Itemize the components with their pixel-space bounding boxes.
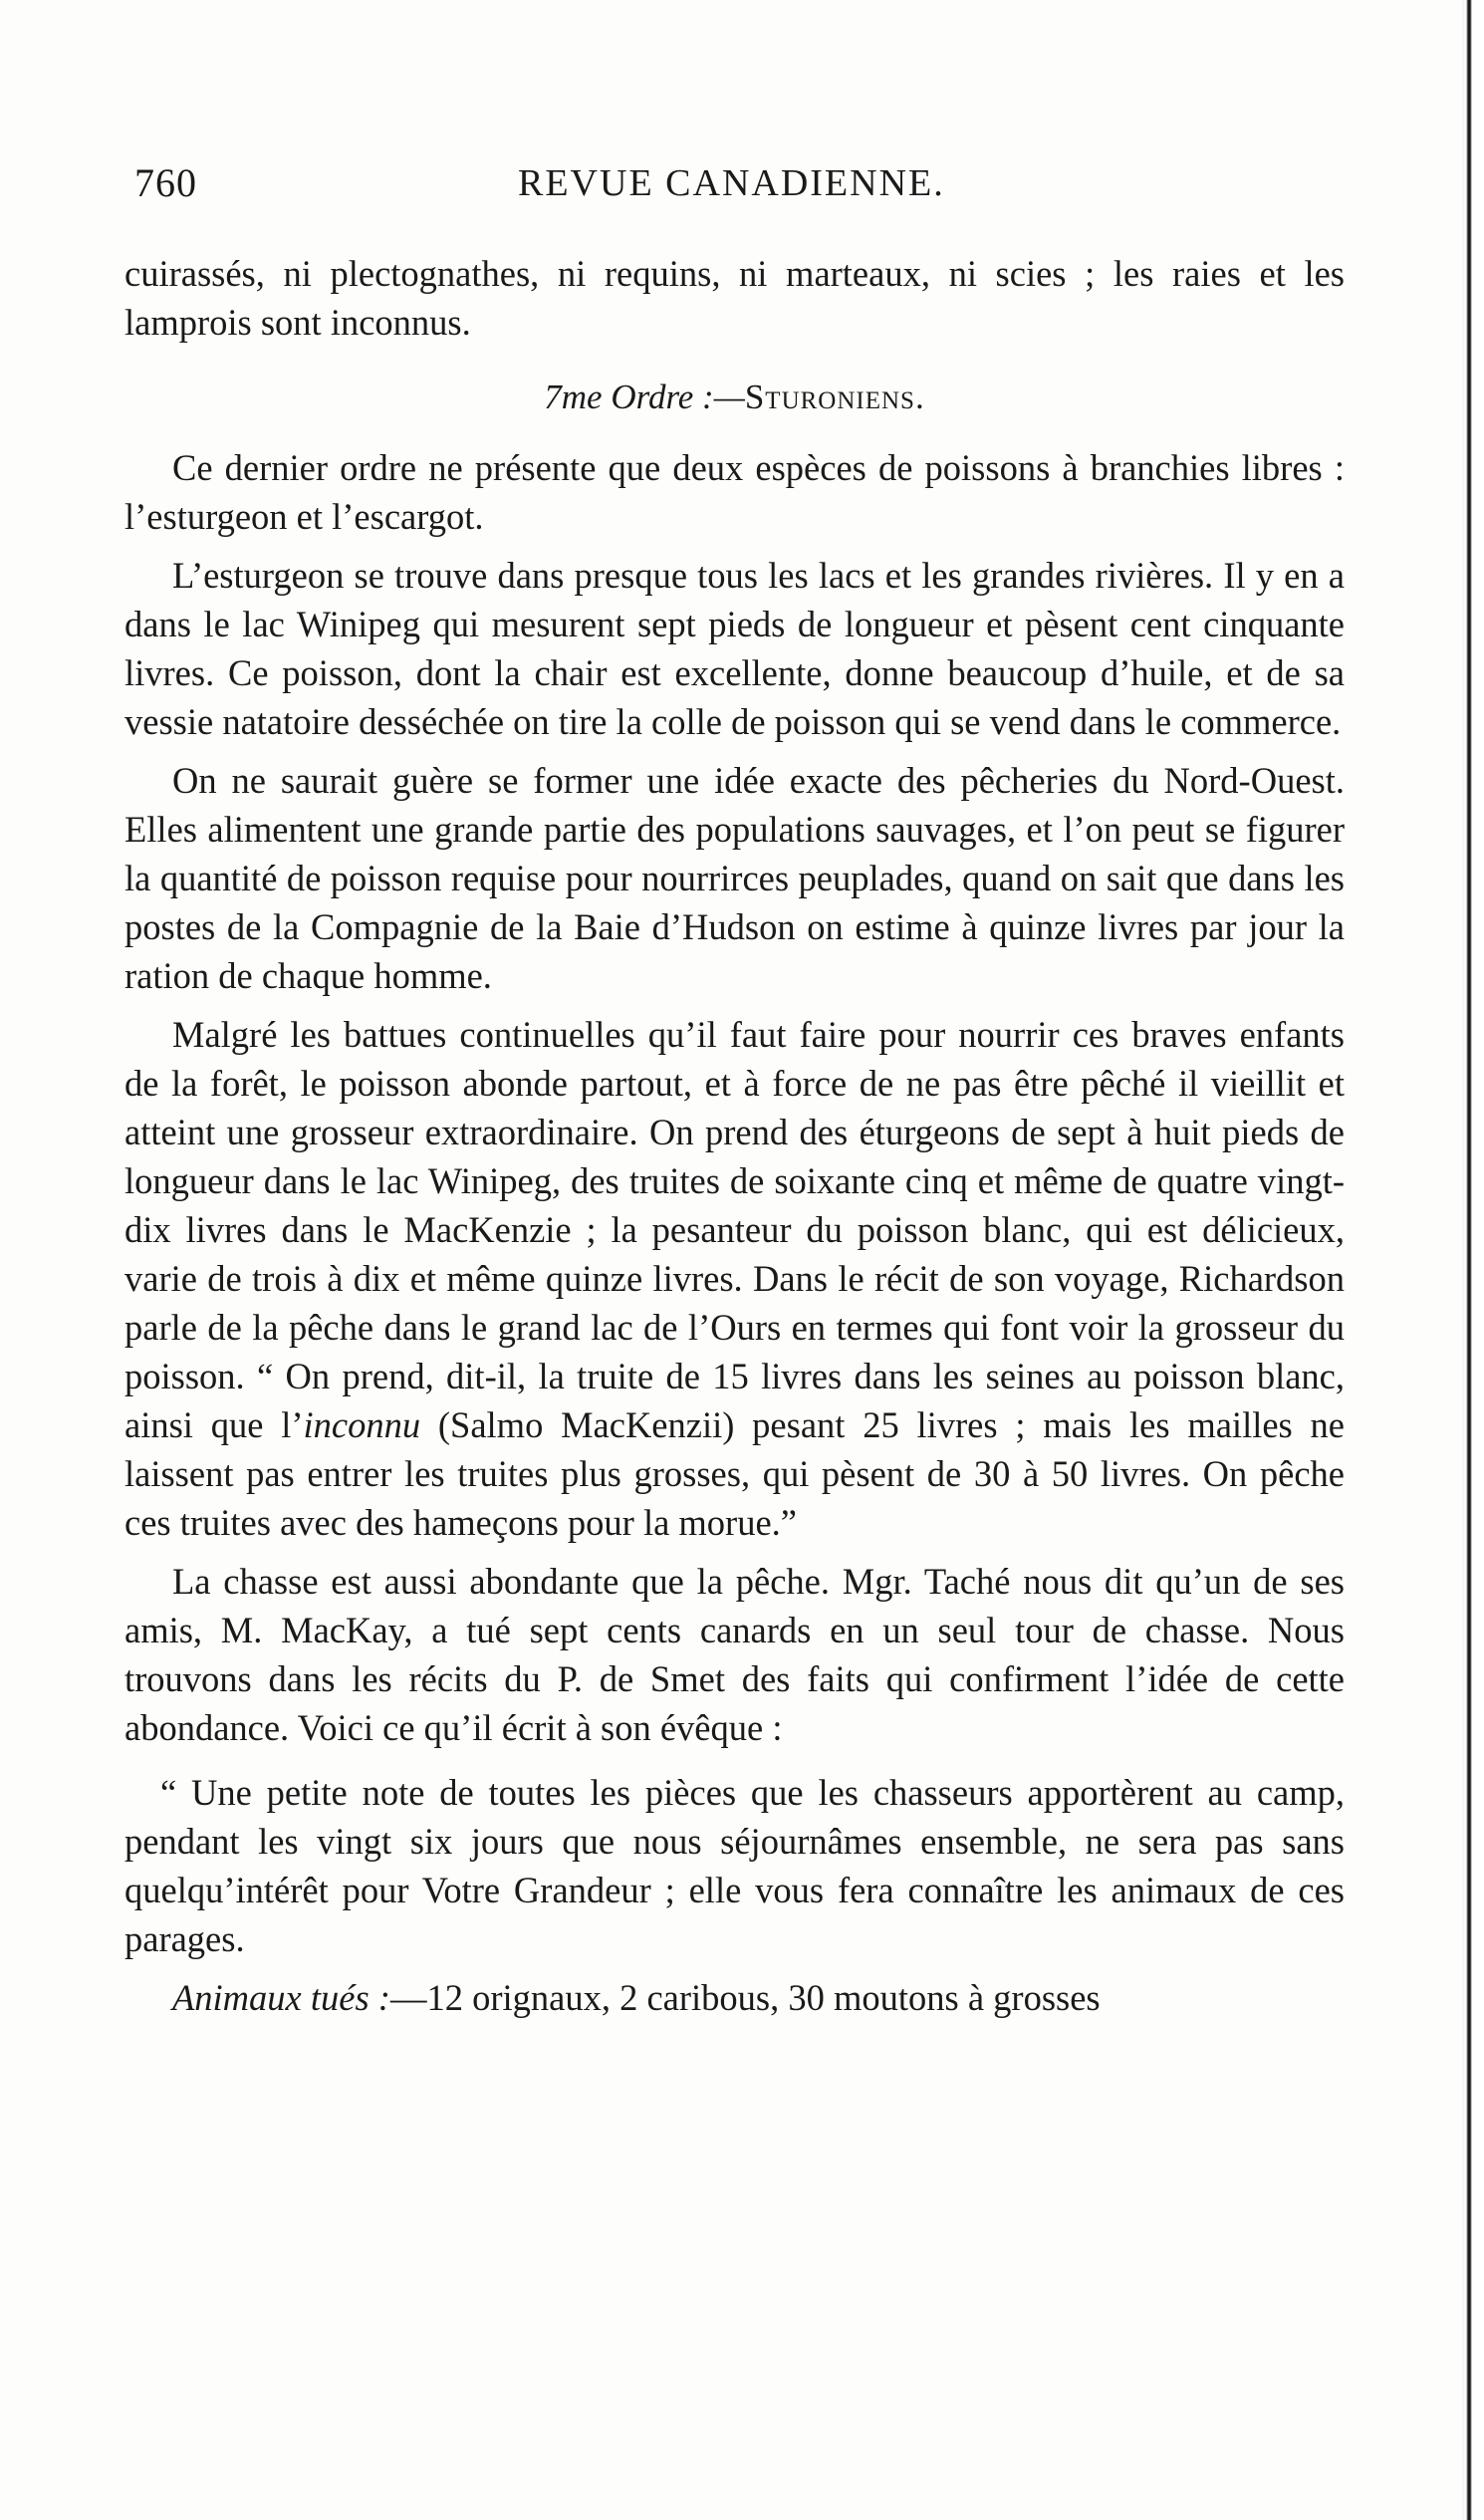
section-heading-order: 7me Ordre :— xyxy=(544,378,745,416)
running-title: REVUE CANADIENNE. xyxy=(518,162,945,204)
paragraph-text: Malgré les battues continuelles qu’il faut faire pour nourrir ces braves enfants de la forêt, le poisson abonde partout, et à force de ne pas être pêché il vieillit et atteint une grosseur extraordinaire. On prend des éturgeons de sept à huit pieds de longueur dans le lac Winipeg, des truites de soixante cinq et même de quatre vingt-dix livres dans le MacKenzie ; la pesanteur du poisson blanc, qui est délicieux, varie de trois à dix et même quinze livres. Dans le récit de son voyage, Richardson parle de la pêche dans le grand lac de l’Ours en termes qui font voir la grosseur du poisson. “ On prend, dit-il, la truite de 15 livres dans les seines au poisson blanc, ainsi que l’ xyxy=(124,1014,1345,1445)
paragraph-text: —12 orignaux, 2 caribous, 30 moutons à grosses xyxy=(389,1977,1101,2018)
italic-term: inconnu xyxy=(303,1404,421,1445)
paragraph-continued: cuirassés, ni plectognathes, ni requins, ni marteaux, ni scies ; les raies et les lamprois sont inconnus. xyxy=(124,253,1345,343)
paragraph: Ce dernier ordre ne présente que deux espèces de poissons à branchies libres : l’esturgeon et l’escargot. xyxy=(124,447,1345,537)
paragraph xyxy=(124,1010,1345,1547)
paragraph-lead: Animaux tués : xyxy=(172,1977,390,2018)
page-number: 760 xyxy=(134,160,197,205)
page-edge xyxy=(1462,0,1484,2520)
section-heading-name: Sturoniens. xyxy=(744,378,925,416)
paragraph: La chasse est aussi abondante que la pêche. Mgr. Taché nous dit qu’un de ses amis, M. MacKay, a tué sept cents canards en un seul tour de chasse. Nous trouvons dans les récits du P. de Smet des faits qui confirment l’idée de cette abondance. Voici ce qu’il écrit à son évêque : xyxy=(124,1561,1345,1748)
paragraph: L’esturgeon se trouve dans presque tous les lacs et les grandes rivières. Il y en a dans le lac Winipeg qui mesurent sept pieds de longueur et pèsent cent cinquante livres. Ce poisson, dont la chair est excellente, donne beaucoup d’huile, et de sa vessie natatoire desséchée on tire la colle de poisson qui se vend dans le commerce. xyxy=(124,555,1345,742)
page-header xyxy=(134,159,1345,219)
paragraph: On ne saurait guère se former une idée exacte des pêcheries du Nord-Ouest. Elles alimentent une grande partie des populations sauvages, et l’on peut se figurer la quantité de poisson requise pour nourrirces peuplades, quand on sait que dans les postes de la Compagnie de la Baie d’Hudson on estime à quinze livres par jour la ration de chaque homme. xyxy=(124,760,1345,996)
quotation-paragraph: “ Une petite note de toutes les pièces que les chasseurs apportèrent au camp, pendant les vingt six jours que nous séjournâmes ensemble, ne sera pas sans quelqu’intérêt pour Votre Grandeur ; elle vous fera connaître les animaux de ces parages. xyxy=(124,1772,1345,1959)
paragraph xyxy=(124,1973,1345,2022)
page-body xyxy=(124,249,1345,2032)
section-heading xyxy=(124,373,1345,421)
paragraph-text: (Salmo MacKenzii) pesant 25 livres ; mais les mailles ne laissent pas entrer les truites plus grosses, qui pèsent de 30 à 50 livres. On pêche ces truites avec des hameçons pour la morue.” xyxy=(124,1404,1345,1543)
